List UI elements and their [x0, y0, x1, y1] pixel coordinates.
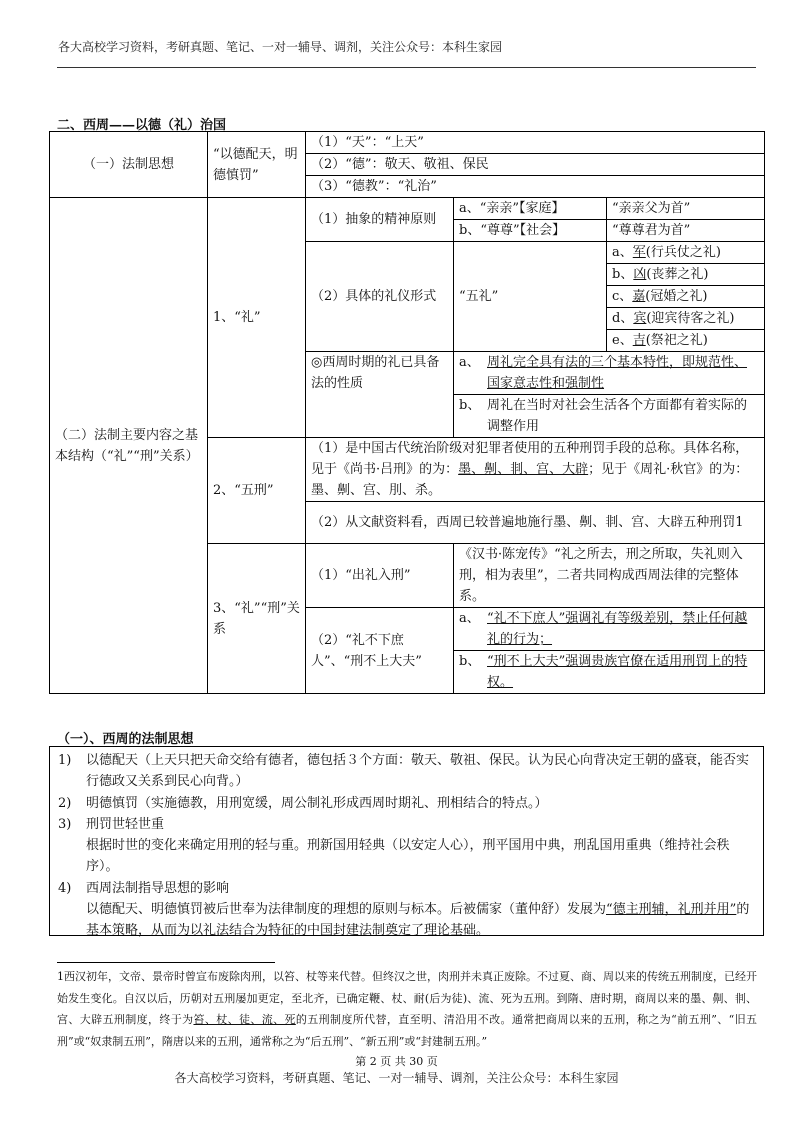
wuxing-label: 2、“五刑” — [208, 438, 306, 544]
li-label: 1、“礼” — [208, 198, 306, 438]
footnote-divider — [57, 962, 275, 963]
li-principle-label: （1）抽象的精神原则 — [306, 198, 454, 242]
structure-label: （二）法制主要内容之基本结构（“礼”“刑”关系） — [50, 198, 208, 694]
wuli-item-c: c、嘉(冠婚之礼) — [607, 286, 765, 308]
section-title-legal-thought: （一）、西周的法制思想 — [57, 732, 194, 747]
wuli-item-a: a、军(行兵仗之礼) — [607, 242, 765, 264]
li-bu-xia-a: a、 “礼不下庶人”强调礼有等级差别，禁止任何越礼的行为； — [454, 608, 765, 651]
section-title-western-zhou: 二、西周——以德（礼）治国 — [57, 118, 227, 133]
li-principle-b: b、“尊尊”【社会】 — [454, 220, 607, 242]
footnote: 1西汉初年，文帝、景帝时曾宣布废除肉刑，以笞、杖等来代替。但终汉之世，肉刑并未真正废除。不过夏、商、周以来的传统五刑制度，已经开始发生变化。自汉以后，历朝对五刑屡加更定，至北齐，已确定鞭、杖、耐(后为徒)、流、死为五刑。到隋、唐时期，商周以来的墨、劓、剕、宫、大辟五刑制度，终于为笞、杖、徒、流、死的五刑制度所代替，直至明、清沿用不改。通常把商周以来的五刑，称之为“前五刑”、“旧五刑”或“奴隶制五刑”，隋唐以来的五刑，通常称之为“后五刑”、“新五刑”或“封建制五刑。” — [57, 970, 758, 1048]
li-principle-b-value: “尊尊君为首” — [607, 220, 765, 242]
li-law-nature-a: a、 周礼完全具有法的三个基本特性，即规范性、国家意志性和强制性 — [454, 352, 765, 395]
structure-table — [49, 197, 765, 694]
wuli-item-e: e、吉(祭祀之礼) — [607, 330, 765, 352]
wuxing-practice: （2）从文献资料看，西周已较普遍地施行墨、劓、剕、宫、大辟五种刑罚1 — [306, 502, 765, 544]
li-form-mid: “五礼” — [454, 242, 607, 352]
li-form-label: （2）具体的礼仪形式 — [306, 242, 454, 352]
legal-thought-label: （一）法制思想 — [50, 132, 208, 198]
li-xing-relation-label: 3、“礼”“刑”关系 — [208, 544, 306, 694]
legal-thought-item-3: （3）“德教”：“礼治” — [306, 176, 765, 198]
wuli-item-b: b、凶(丧葬之礼) — [607, 264, 765, 286]
page-footer: 各大高校学习资料，考研真题、笔记、一对一辅导、调剂，关注公众号：本科生家园 — [174, 1071, 619, 1085]
header-divider — [57, 67, 756, 68]
page-header: 各大高校学习资料，考研真题、笔记、一对一辅导、调剂，关注公众号：本科生家园 — [58, 40, 503, 54]
wuxing-definition: （1）是中国古代统治阶级对犯罪者使用的五种刑罚手段的总称。具体名称，见于《尚书·吕刑》的为：墨、劓、剕、宫、大辟；见于《周礼·秋官》的为：墨、劓、宫、刖、杀。 — [306, 438, 765, 502]
legal-thought-item-2: （2）“德”：敬天、敬祖、保民 — [306, 154, 765, 176]
li-principle-a: a、“亲亲”【家庭】 — [454, 198, 607, 220]
li-bu-xia-label: （2）“礼不下庶人”、“刑不上大夫” — [306, 608, 454, 694]
legal-thought-table — [49, 131, 765, 198]
page-number: 第 2 页 共 30 页 — [355, 1055, 438, 1068]
legal-thought-motto: “以德配天，明德慎罚” — [208, 132, 306, 198]
li-bu-xia-b: b、 “刑不上大夫”强调贵族官僚在适用刑罚上的特权。 — [454, 651, 765, 694]
chu-li-ru-xing-label: （1）“出礼入刑” — [306, 544, 454, 608]
wuli-item-d: d、宾(迎宾待客之礼) — [607, 308, 765, 330]
li-law-nature-b: b、 周礼在当时对社会生活各个方面都有着实际的调整作用 — [454, 395, 765, 438]
li-principle-a-value: “亲亲父为首” — [607, 198, 765, 220]
chu-li-ru-xing-text: 《汉书·陈宠传》“礼之所去，刑之所取，失礼则入刑，相为表里”，二者共同构成西周法律的完整体系。 — [454, 544, 765, 608]
li-law-nature-label: ◎西周时期的礼已具备法的性质 — [306, 352, 454, 438]
legal-thought-box: 1) 以德配天（上天只把天命交给有德者，德包括３个方面：敬天、敬祖、保民。认为民心向背决定王朝的盛衰，能否实行德政又关系到民心向背。） 2) 明德慎罚（实施德教，用刑宽缓，周公制礼形成西周时期礼、刑相结合的特点。） 3) 刑罚世轻世重 根据时世的变化来确定用刑的轻与重。刑新国用轻典（以安定人心），刑平国用中典，刑乱国用重典（维持社会秩序）。 4) 西周法制指导思想的影响 以德配天、明德慎罚被后世奉为法律制度的理想的原则与标本。后被儒家（董仲舒）发展为“德主刑辅，礼刑并用”的基本策略，从而为以礼法结合为特征的中国封建法制奠定了理论基础。 — [49, 746, 764, 936]
legal-thought-item-1: （1）“天”：“上天” — [306, 132, 765, 154]
